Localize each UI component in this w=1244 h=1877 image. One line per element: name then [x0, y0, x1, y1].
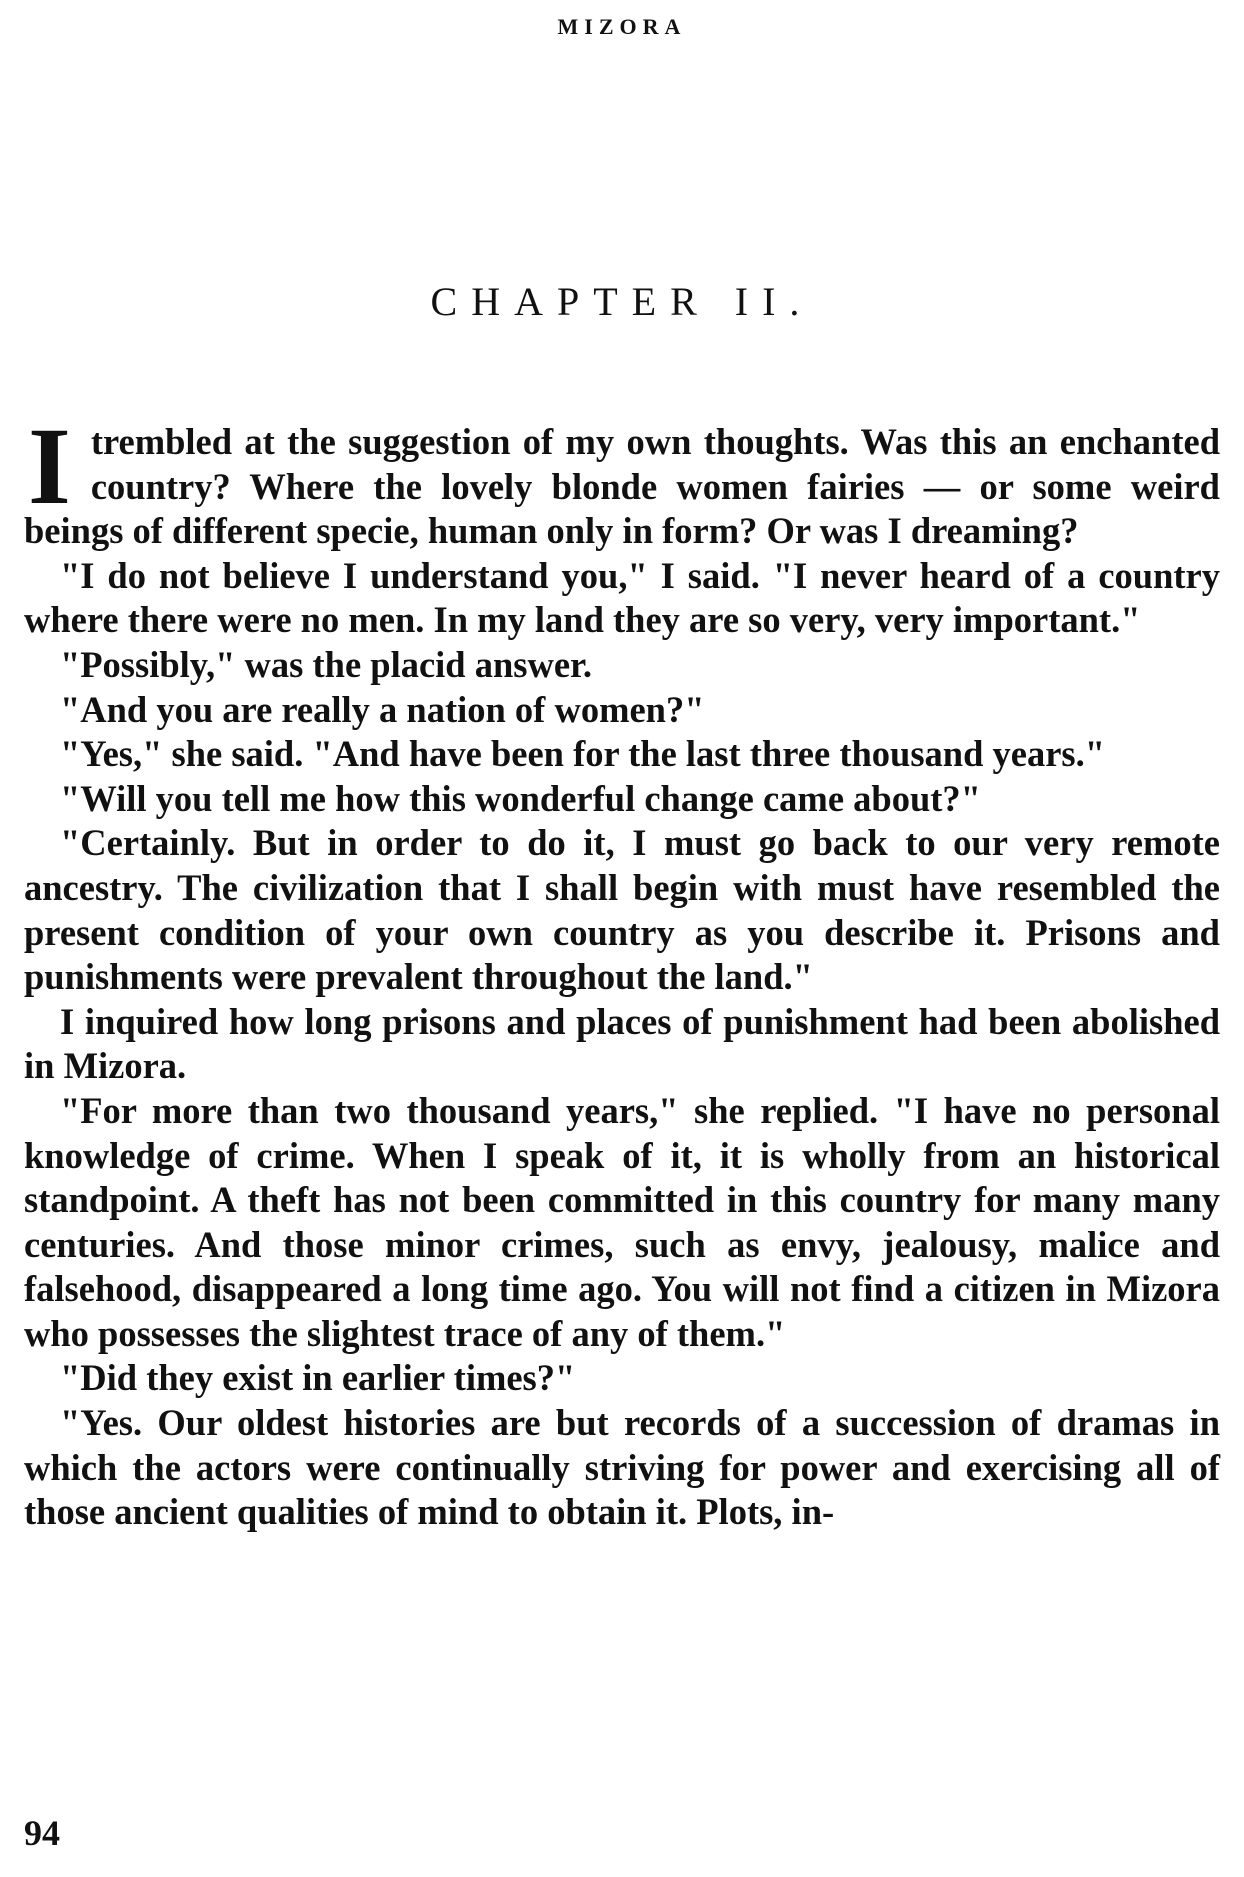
page-number: 94	[24, 1813, 60, 1853]
paragraph-6: "Will you tell me how this wonderful change came about?"	[60, 777, 981, 819]
paragraph-5: "Yes," she said. "And have been for the last three thousand years."	[60, 733, 1105, 775]
drop-cap: I	[28, 405, 71, 527]
paragraph-4: "And you are really a nation of women?"	[60, 688, 705, 730]
paragraph-11: "Yes. Our oldest histories are but records of a succession of dramas in which the actors were continually striving for power and exercising all of those ancient qualities of mind to obtain it. Plots, in-	[24, 1402, 1220, 1533]
paragraph-2: "I do not believe I understand you," I said. "I never heard of a country where there were no men. In my land they are so very, very important."	[24, 554, 1220, 641]
paragraph-1	[24, 405, 1220, 554]
paragraph-10: "Did they exist in earlier times?"	[60, 1357, 576, 1399]
running-head: MIZORA	[557, 14, 687, 39]
paragraph-8: I inquired how long prisons and places of punishment had been abolished in Mizora.	[24, 1000, 1220, 1087]
paragraph-7: "Certainly. But in order to do it, I must go back to our very remote ancestry. The civilization that I shall begin with must have resembled the present condition of your own country as you describe it. Prisons and punishments were prevalent throughout the land."	[24, 822, 1220, 998]
chapter-title: CHAPTER II.	[430, 279, 814, 324]
paragraph-1-text: trembled at the suggestion of my own thoughts. Was this an enchanted country? Where the lovely blonde women fairies — or some weird beings of different specie, human only in form? Or was I dreaming?	[24, 421, 1220, 552]
paragraph-9: "For more than two thousand years," she replied. "I have no personal knowledge of crime. When I speak of it, it is wholly from an historical standpoint. A theft has not been committed in this country for many many centuries. And those minor crimes, such as envy, jealousy, malice and falsehood, disappeared a long time ago. You will not find a citizen in Mizora who possesses the slightest trace of any of them."	[24, 1089, 1220, 1354]
paragraph-3: "Possibly," was the placid answer.	[60, 643, 593, 685]
body-text	[24, 405, 1220, 1535]
